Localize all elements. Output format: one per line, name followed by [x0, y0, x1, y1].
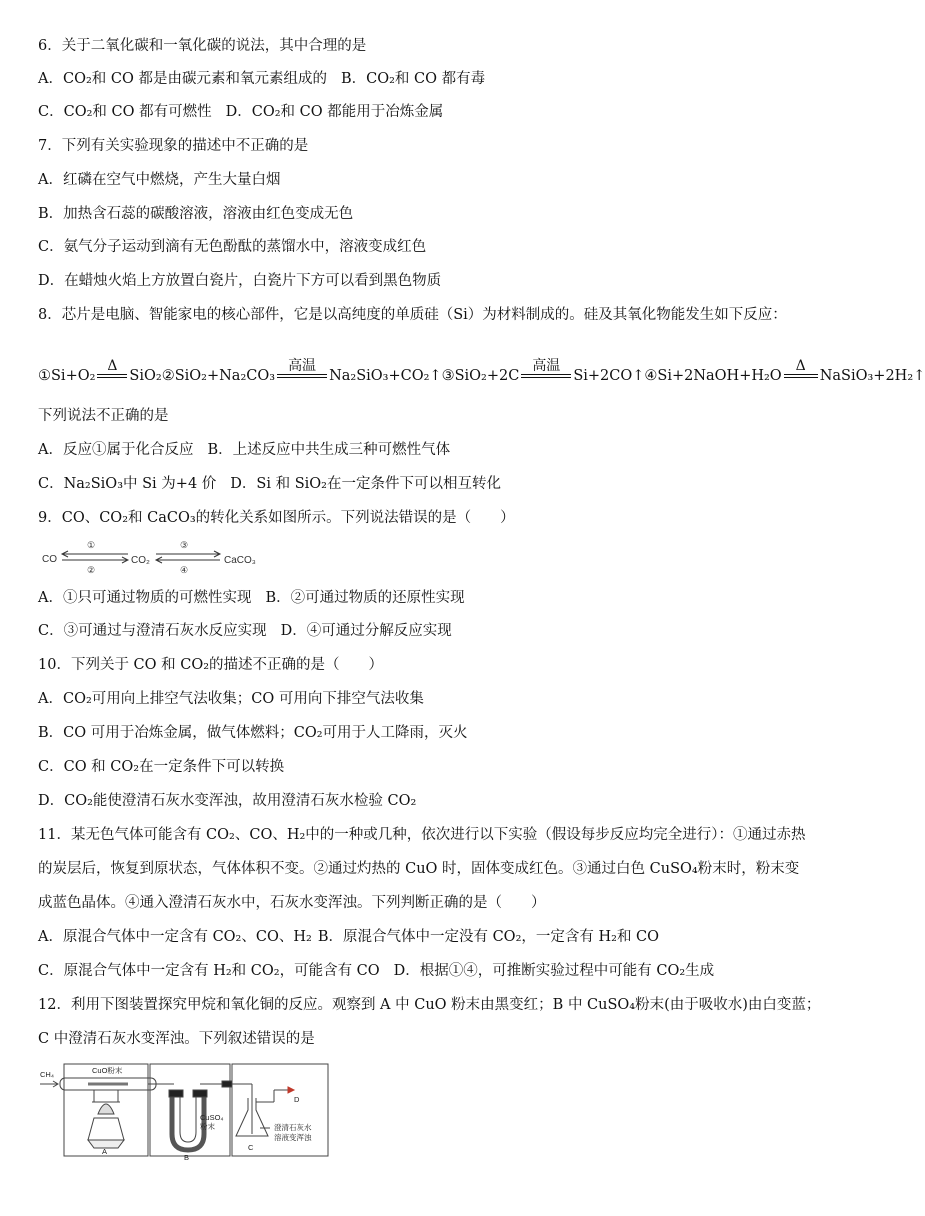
q9-option-a: A．①只可通过物质的可燃性实现 [38, 590, 252, 606]
eq-arrow-1 [97, 348, 127, 386]
q12-stem-line1: 12．利用下图装置探究甲烷和氧化铜的反应。观察到 A 中 CuO 粉末由黑变红；B 中 CuSO₄粉末(由于吸收水)由白变蓝； [38, 997, 821, 1013]
q6-options-row2 [38, 102, 443, 122]
q8-option-d: D．Si 和 SiO₂在一定条件下可以相互转化 [230, 476, 501, 492]
q10-option-c: C．CO 和 CO₂在一定条件下可以转换 [38, 759, 285, 775]
q6-option-b: B．CO₂和 CO 都有毒 [340, 71, 486, 87]
diagram-num-4: ④ [180, 565, 189, 575]
label-ch4: CH₄ [40, 1070, 54, 1079]
q11-option-c: C．原混合气体中一定含有 H₂和 CO₂，可能含有 CO [38, 963, 380, 979]
diagram-num-3: ③ [180, 540, 189, 550]
q10-option-a: A．CO₂可用向上排空气法收集；CO 可用向下排空气法收集 [38, 691, 424, 707]
q11-stem-line3: 成蓝色晶体。④通入澄清石灰水中，石灰水变浑浊。下列判断正确的是（ ） [38, 895, 546, 911]
q9-option-d: D．④可通过分解反应实现 [280, 623, 452, 639]
q8-option-c: C．Na₂SiO₃中 Si 为+4 价 [38, 476, 217, 492]
eq-arrow-4 [784, 348, 818, 386]
label-b: B [184, 1153, 190, 1162]
eq-seg-1: ①Si+O₂ [38, 368, 96, 384]
q11-option-b: B．原混合气体中一定没有 CO₂，一定含有 H₂和 CO [317, 929, 660, 945]
q11-option-a: A．原混合气体中一定含有 CO₂、CO、H₂ [38, 929, 312, 945]
q9-option-b: B．②可通过物质的还原性实现 [265, 590, 465, 606]
q7-option-b: B．加热含石蕊的碳酸溶液，溶液由红色变成无色 [38, 206, 354, 222]
eq-condition-1: Δ [107, 358, 118, 374]
label-a: A [102, 1147, 108, 1156]
label-cuo-powder: CuO粉末 [92, 1066, 123, 1075]
eq-condition-3: 高温 [532, 358, 561, 374]
eq-condition-2: 高温 [288, 358, 317, 374]
q7-option-a: A．红磷在空气中燃烧，产生大量白烟 [38, 172, 281, 188]
diagram-co-label: CO [42, 554, 57, 565]
label-cuso4-powder: 粉末 [200, 1122, 215, 1131]
q12-apparatus-figure [38, 1062, 338, 1162]
label-c: C [248, 1143, 254, 1152]
q8-option-a: A．反应①属于化合反应 [38, 442, 194, 458]
diagram-co2-label: CO₂ [131, 555, 150, 566]
q11-stem-line2: 的炭层后，恢复到原状态，气体体积不变。②通过灼热的 CuO 时，固体变成红色。③通过白色 CuSO₄粉末时，粉末变 [38, 861, 800, 877]
q9-stem: 9．CO、CO₂和 CaCO₃的转化关系如图所示。下列说法错误的是（ ） [38, 510, 515, 526]
q9-options-row1 [38, 588, 465, 608]
eq-seg-5: NaSiO₃+2H₂↑ [819, 368, 925, 384]
eq-seg-2: SiO₂②SiO₂+Na₂CO₃ [129, 368, 276, 384]
diagram-num-2: ② [87, 565, 96, 575]
q9-option-c: C．③可通过与澄清石灰水反应实现 [38, 623, 267, 639]
label-limewater: 澄清石灰水 [274, 1123, 312, 1132]
q6-option-a: A．CO₂和 CO 都是由碳元素和氧元素组成的 [38, 71, 327, 87]
q9-conversion-diagram [38, 538, 268, 576]
eq-seg-3: Na₂SiO₃+CO₂↑③SiO₂+2C [329, 368, 520, 384]
q7-stem: 7．下列有关实验现象的描述中不正确的是 [38, 138, 309, 154]
q7-option-c: C．氨气分子运动到滴有无色酚酞的蒸馏水中，溶液变成红色 [38, 239, 427, 255]
diagram-caco3-label: CaCO₃ [224, 555, 256, 566]
label-cuso4: CuSO₄ [200, 1113, 224, 1122]
eq-condition-4: Δ [795, 358, 806, 374]
q6-option-c: C．CO₂和 CO 都有可燃性 [38, 104, 212, 120]
q6-stem: 6．关于二氧化碳和一氧化碳的说法，其中合理的是 [38, 38, 367, 54]
q11-option-d: D．根据①④，可推断实验过程中可能有 CO₂生成 [393, 963, 715, 979]
label-turbid: 溶液变浑浊 [274, 1133, 312, 1142]
eq-seg-4: Si+2CO↑④Si+2NaOH+H₂O [573, 368, 782, 384]
q9-options-row2 [38, 621, 452, 641]
diagram-num-1: ① [87, 540, 96, 550]
q8-options-row1 [38, 440, 450, 460]
q8-stem: 8．芯片是电脑、智能家电的核心部件，它是以高纯度的单质硅（Si）为材料制成的。硅及其氧化物能发生如下反应： [38, 307, 787, 323]
q8-options-row2 [38, 474, 501, 494]
eq-arrow-3 [521, 348, 571, 386]
q10-option-b: B．CO 可用于冶炼金属，做气体燃料；CO₂可用于人工降雨，灭火 [38, 725, 468, 741]
q10-stem: 10．下列关于 CO 和 CO₂的描述不正确的是（ ） [38, 657, 384, 673]
q11-options-row2 [38, 961, 714, 981]
q7-option-d: D．在蜡烛火焰上方放置白瓷片，白瓷片下方可以看到黑色物质 [38, 273, 442, 289]
q8-option-b: B．上述反应中共生成三种可燃性气体 [207, 442, 451, 458]
q11-stem-line1: 11．某无色气体可能含有 CO₂、CO、H₂中的一种或几种，依次进行以下实验（假设每步反应均完全进行）：①通过赤热 [38, 827, 806, 843]
label-d: D [294, 1095, 300, 1104]
q8-equations [38, 346, 925, 386]
q10-option-d: D．CO₂能使澄清石灰水变浑浊，故用澄清石灰水检验 CO₂ [38, 793, 417, 809]
q6-options-row1 [38, 69, 485, 89]
q12-stem-line2: C 中澄清石灰水变浑浊。下列叙述错误的是 [38, 1031, 315, 1047]
q8-ask: 下列说法不正确的是 [38, 408, 169, 424]
eq-arrow-2 [277, 348, 327, 386]
q6-option-d: D．CO₂和 CO 都能用于冶炼金属 [225, 104, 444, 120]
q11-options-row1 [38, 927, 659, 947]
